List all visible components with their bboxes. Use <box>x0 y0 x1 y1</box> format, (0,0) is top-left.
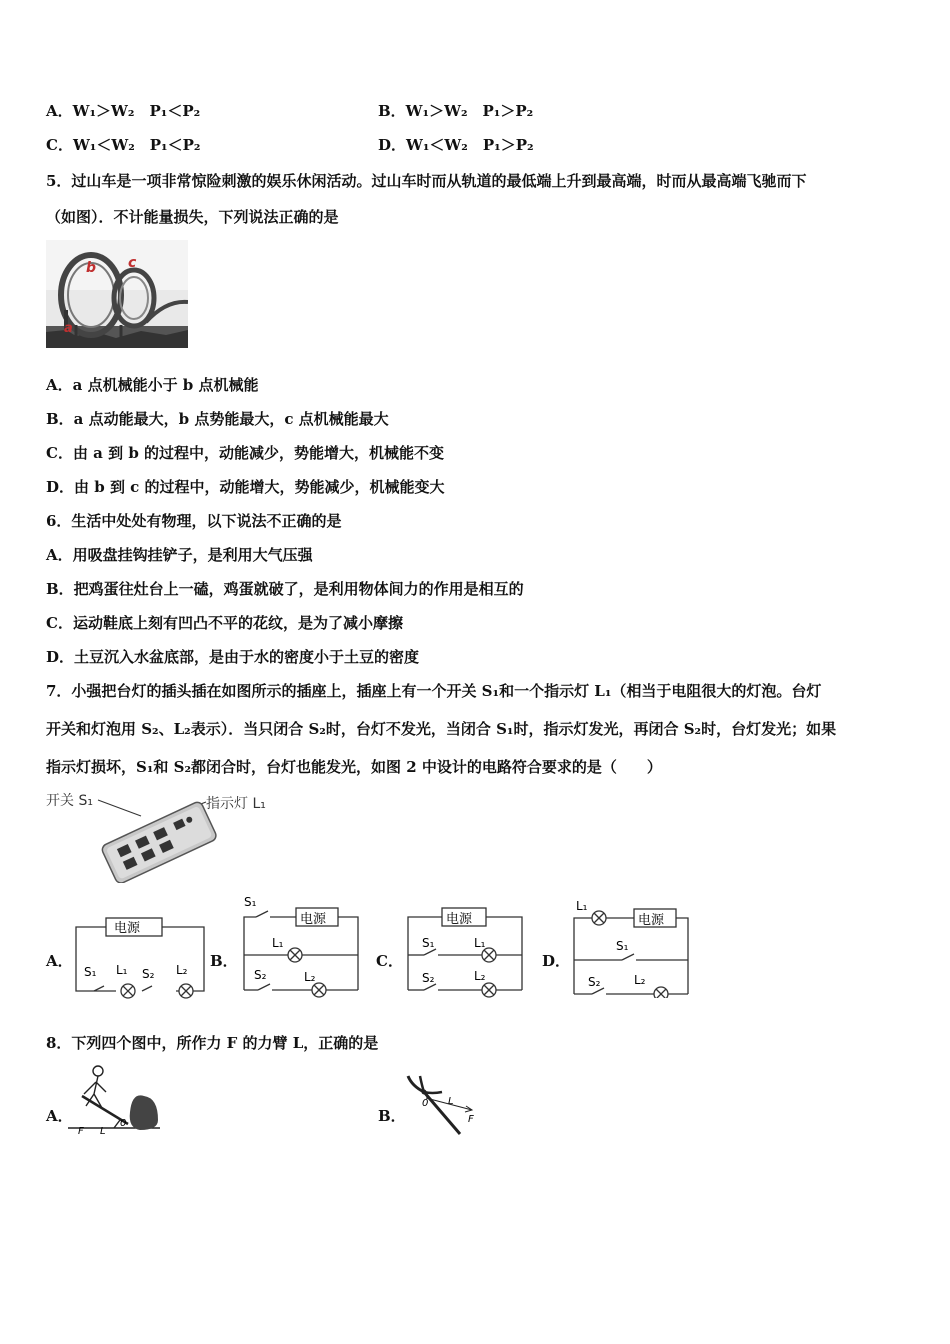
q5-stem-2: （如图）．不计能量损失，下列说法正确的是 <box>46 208 339 226</box>
point-b-label: b <box>86 260 97 276</box>
pivot-o-label: 0 <box>120 1118 127 1129</box>
circuit-c <box>402 905 530 1000</box>
q5-option-b: B．a 点动能最大，b 点势能最大，c 点机械能最大 <box>46 410 389 428</box>
q8-option-b-label: B． <box>378 1107 406 1125</box>
s2-label: S₂ <box>422 971 435 985</box>
roller-coaster-figure <box>46 240 188 348</box>
power-strip-figure <box>46 788 286 883</box>
l1-label: L₁ <box>272 936 284 950</box>
l2-label: L₂ <box>176 963 188 977</box>
s1-label: S₁ <box>244 895 257 909</box>
q7-stem-1: 7．小强把台灯的插头插在如图所示的插座上，插座上有一个开关 S₁和一个指示灯 L₁（相当于电阻很大的灯泡。台灯 <box>46 682 822 700</box>
l2-label: L₂ <box>474 969 486 983</box>
s2-label: S₂ <box>588 975 601 989</box>
q7-option-a-label: A． <box>46 952 73 970</box>
q4-option-a: A．W₁＞W₂ P₁＜P₂ <box>46 102 201 120</box>
s1-label: S₁ <box>84 965 97 979</box>
q5-stem-1: 5．过山车是一项非常惊险刺激的娱乐休闲活动。过山车时而从轨道的最低端上升到最高端，时而从最高端飞驰而下 <box>46 172 807 190</box>
circuit-b <box>236 895 364 1000</box>
q4-option-b: B．W₁＞W₂ P₁＞P₂ <box>378 102 534 120</box>
q7-option-d-label: D． <box>542 952 571 970</box>
q5-option-d: D．由 b 到 c 的过程中，动能增大，势能减少，机械能变大 <box>46 478 445 496</box>
arm-l-label: L <box>448 1096 454 1107</box>
circuit-d <box>568 898 694 998</box>
lever-man-figure <box>68 1062 160 1136</box>
scissors-figure <box>402 1072 482 1138</box>
power-label: 电源 <box>300 912 327 927</box>
l1-label: L₁ <box>116 963 128 977</box>
point-a-label: a <box>64 321 73 336</box>
q7-stem-3: 指示灯损坏，S₁和 S₂都闭合时，台灯也能发光，如图 2 中设计的电路符合要求的是（ ） <box>46 758 662 776</box>
q5-option-a: A．a 点机械能小于 b 点机械能 <box>46 376 259 394</box>
force-f-label: F <box>468 1114 474 1125</box>
q6-option-b: B．把鸡蛋往灶台上一磕，鸡蛋就破了，是利用物体间力的作用是相互的 <box>46 580 524 598</box>
l1-label: L₁ <box>576 899 588 913</box>
l2-label: L₂ <box>304 970 316 984</box>
s2-label: S₂ <box>254 968 267 982</box>
q5-option-c: C．由 a 到 b 的过程中，动能减少，势能增大，机械能不变 <box>46 444 445 462</box>
q7-option-b-label: B． <box>210 952 238 970</box>
point-c-label: c <box>128 255 137 271</box>
power-label: 电源 <box>638 913 665 928</box>
pivot-o-label: 0 <box>422 1098 429 1109</box>
q6-stem: 6．生活中处处有物理，以下说法不正确的是 <box>46 512 342 530</box>
q7-stem-2: 开关和灯泡用 S₂、L₂表示）．当只闭合 S₂时，台灯不发光，当闭合 S₁时，指示灯发光，再闭合 S₂时，台灯发光；如果 <box>46 720 837 738</box>
force-f-label: F <box>78 1126 84 1136</box>
q7-option-c-label: C． <box>376 952 403 970</box>
l1-label: L₁ <box>474 936 486 950</box>
q6-option-c: C．运动鞋底上刻有凹凸不平的花纹，是为了减小摩擦 <box>46 614 403 632</box>
l2-label: L₂ <box>634 973 646 987</box>
power-label: 电源 <box>114 921 141 936</box>
q8-option-a-label: A． <box>46 1107 73 1125</box>
arm-l-label: L <box>100 1126 106 1136</box>
q8-stem: 8．下列四个图中，所作力 F 的力臂 L，正确的是 <box>46 1034 379 1052</box>
switch-s1-label: 开关 S₁ <box>46 793 93 809</box>
indicator-l1-label: 指示灯 L₁ <box>206 796 266 812</box>
s1-label: S₁ <box>422 936 435 950</box>
circuit-a <box>72 910 210 1000</box>
q4-option-d: D．W₁＜W₂ P₁＞P₂ <box>378 136 534 154</box>
s2-label: S₂ <box>142 967 155 981</box>
s1-label: S₁ <box>616 939 629 953</box>
q6-option-d: D．土豆沉入水盆底部，是由于水的密度小于土豆的密度 <box>46 648 420 666</box>
q6-option-a: A．用吸盘挂钩挂铲子，是利用大气压强 <box>46 546 313 564</box>
power-label: 电源 <box>446 912 473 927</box>
q4-option-c: C．W₁＜W₂ P₁＜P₂ <box>46 136 201 154</box>
